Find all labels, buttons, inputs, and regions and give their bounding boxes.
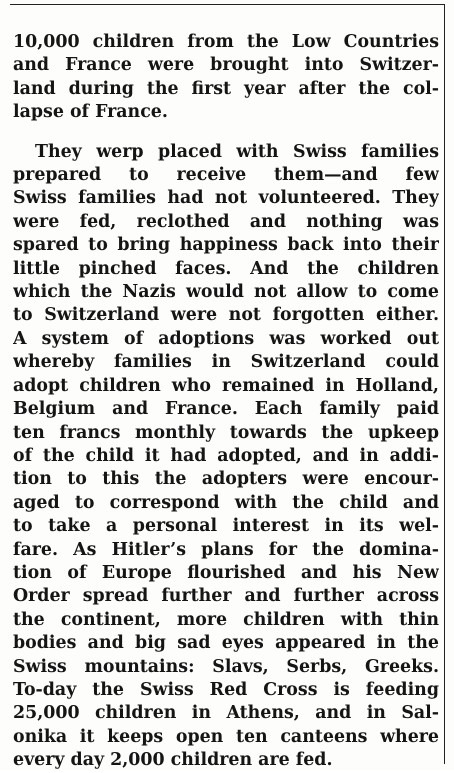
text-line: To-day the Swiss Red Cross is feeding [13, 679, 439, 700]
column-top-rule [10, 4, 444, 5]
article-column [13, 31, 439, 773]
text-line: of the child it had adopted, and in addi- [13, 445, 439, 466]
text-line: They werp placed with Swiss families [35, 141, 439, 162]
text-line: prepared to receive them—and few [13, 165, 439, 186]
text-line: bodies and big sad eyes appeared in the [13, 633, 439, 654]
text-line: tion to this the adopters were encour- [13, 469, 439, 490]
text-line: every day 2,000 children are fed. [13, 750, 333, 771]
paragraph-1 [13, 31, 439, 125]
paragraph-2 [13, 141, 439, 773]
paragraph-gap [13, 125, 439, 141]
text-line: and France were brought into Switzer- [13, 55, 439, 76]
text-line: 10,000 children from the Low Countries [13, 32, 439, 52]
column-right-rule [444, 4, 445, 764]
text-line: which the Nazis would not allow to come [13, 282, 439, 303]
text-line: little pinched faces. And the children [13, 258, 439, 279]
text-line: to Switzerland were not forgotten either. [13, 305, 439, 326]
text-line: fare. As Hitler’s plans for the domina- [13, 539, 439, 560]
text-line: spared to bring happiness back into their [13, 235, 439, 256]
text-line: aged to correspond with the child and [13, 492, 439, 513]
text-line: tion of Europe flourished and his New [13, 562, 439, 583]
text-line: whereby families in Switzerland could [13, 352, 439, 373]
text-line: the continent, more children with thin [13, 609, 439, 630]
text-line: were fed, reclothed and nothing was [13, 211, 439, 232]
text-line: 25,000 children in Athens, and in Sal- [13, 703, 439, 724]
text-line: adopt children who remained in Holland, [13, 375, 439, 396]
text-line: onika it keeps open ten canteens where [13, 726, 439, 747]
text-line: Swiss families had not volunteered. They [13, 188, 439, 209]
text-line: lapse of France. [13, 102, 168, 123]
text-line: Swiss mountains: Slavs, Serbs, Greeks. [13, 656, 439, 677]
text-line: ten francs monthly towards the upkeep [13, 422, 439, 443]
text-line: to take a personal interest in its wel- [13, 516, 439, 537]
text-line: Belgium and France. Each family paid [13, 399, 439, 420]
text-line: A system of adoptions was worked out [13, 328, 439, 349]
text-line: Order spread further and further across [13, 586, 439, 607]
text-line: land during the first year after the col- [13, 78, 439, 99]
